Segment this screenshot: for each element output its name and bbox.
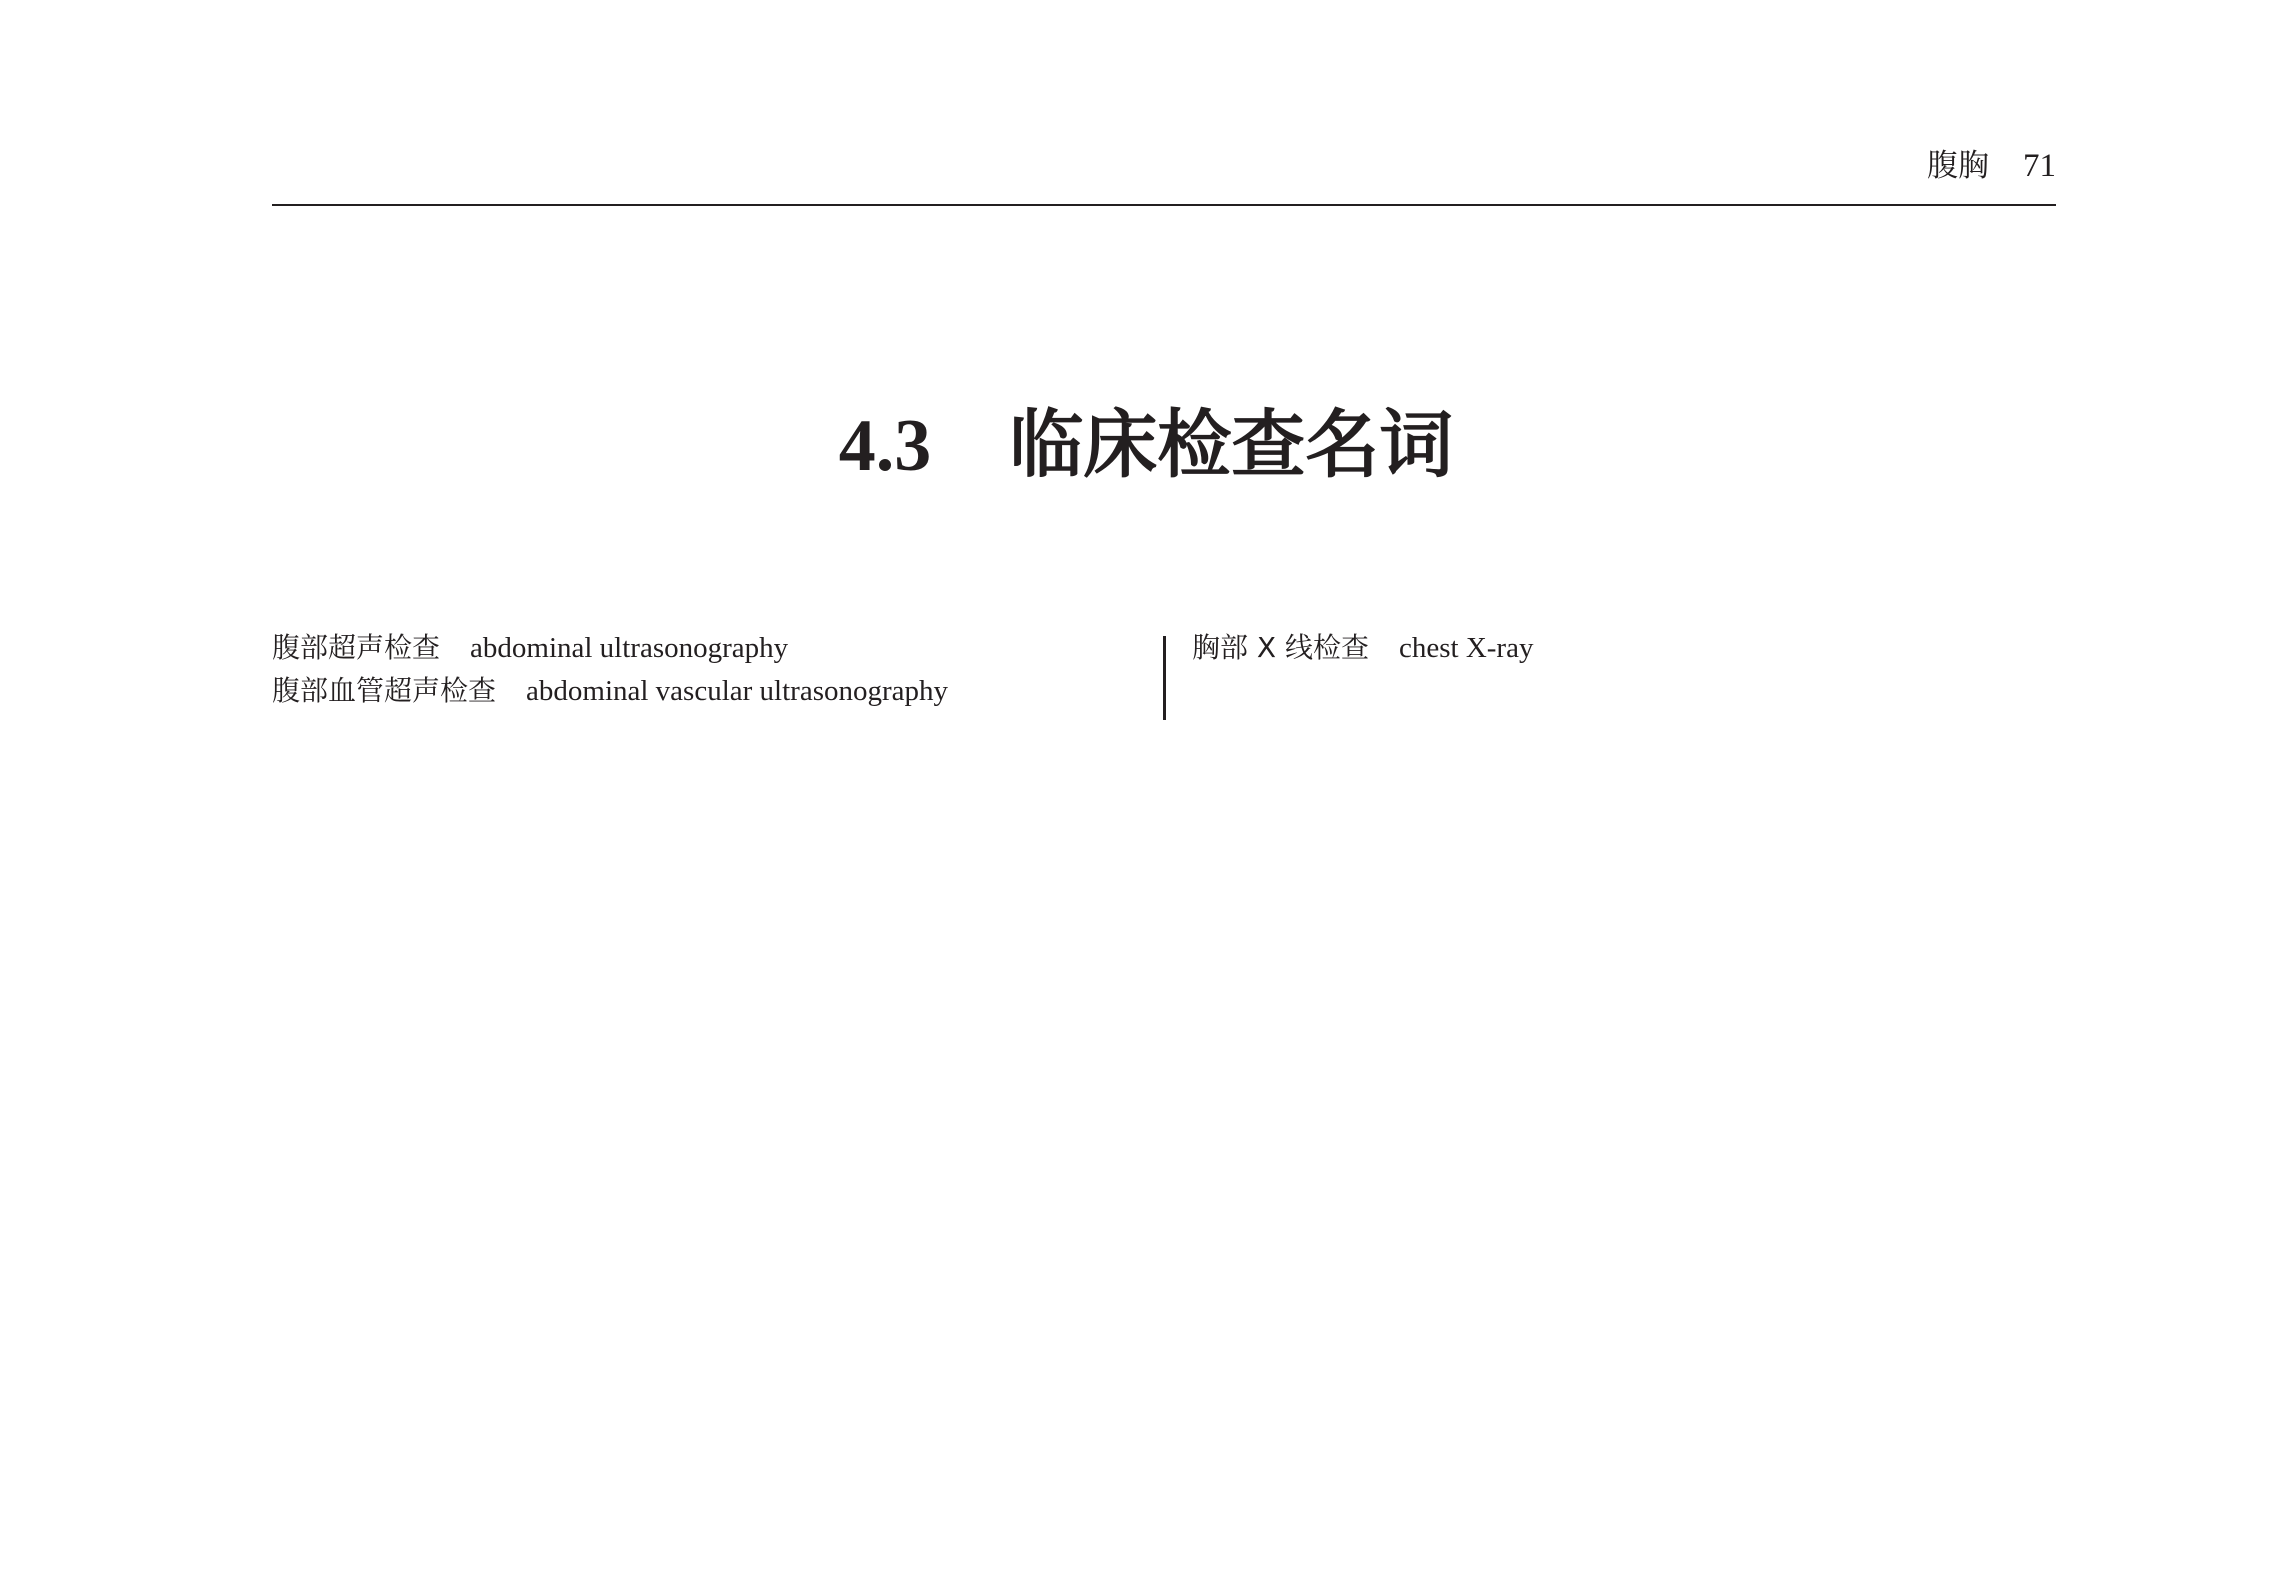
term-list-right [1192, 630, 2052, 673]
running-head-section: 腹胸 [1927, 148, 1989, 184]
term-chinese: 胸部 X 线检查 [1192, 631, 1369, 664]
term-chinese: 腹部超声检查 [272, 631, 441, 664]
running-head [1927, 150, 2056, 183]
term-english: chest X-ray [1398, 632, 1534, 664]
term-entry [1192, 630, 2052, 673]
term-list-left [272, 630, 1152, 716]
page-number: 71 [2023, 148, 2056, 184]
term-english: abdominal vascular ultrasonography [526, 675, 949, 707]
header-rule [272, 204, 2056, 206]
section-title: 临床检查名词 [1009, 402, 1454, 488]
section-heading [0, 402, 2292, 488]
section-number: 4.3 [838, 405, 932, 487]
term-entry [272, 673, 1152, 716]
term-chinese: 腹部血管超声检查 [272, 674, 497, 707]
term-entry [272, 630, 1152, 673]
column-divider [1163, 636, 1166, 720]
term-english: abdominal ultrasonography [470, 632, 789, 664]
